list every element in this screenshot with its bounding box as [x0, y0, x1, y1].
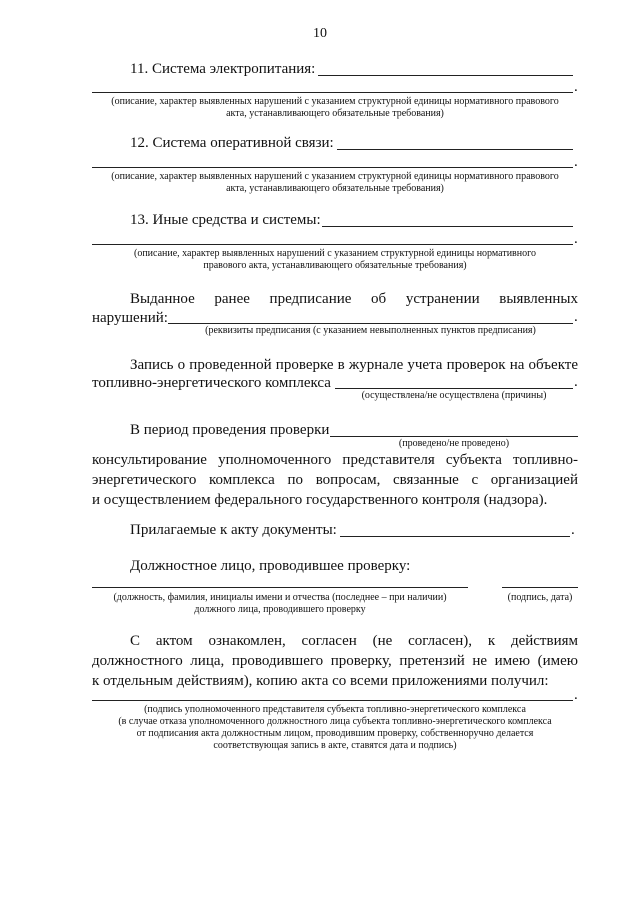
section-12-answer-line	[92, 167, 573, 168]
section-11-label: 11. Система электропитания:	[130, 61, 316, 77]
section-12-label: 12. Система оперативной связи:	[130, 135, 334, 151]
section-11-caption-2: акта, устанавливающего обязательные требования)	[226, 108, 444, 119]
acquainted-period: .	[574, 687, 578, 703]
section-12-inline-line	[337, 149, 573, 150]
journal-line-1: Запись о проведенной проверке в журнале учета проверок на объекте	[130, 357, 578, 373]
section-11-caption-1: (описание, характер выявленных нарушений с указанием структурной единицы нормативного правового	[111, 96, 559, 107]
official-caption-left-1: (должность, фамилия, инициалы имени и отчества (последнее – при наличии)	[113, 592, 447, 603]
section-13-label: 13. Иные средства и системы:	[130, 212, 321, 228]
journal-period: .	[574, 374, 578, 390]
official-signature-line	[502, 587, 578, 588]
official-label: Должностное лицо, проводившее проверку:	[130, 558, 411, 574]
acquainted-line-3: к отдельным действиям), копию акта со всеми приложениями получил:	[92, 673, 549, 689]
acquainted-line-2: должностного лица, проводившего проверку, претензий не имею (имею	[92, 653, 578, 669]
section-11-period: .	[574, 79, 578, 95]
section-13-caption-2: правового акта, устанавливающего обязательные требования)	[203, 260, 467, 271]
journal-line-2: топливно-энергетического комплекса	[92, 375, 331, 391]
section-13-caption-1: (описание, характер выявленных нарушений с указанием структурной единицы нормативного	[133, 248, 536, 259]
prior-order-period: .	[574, 309, 578, 325]
prior-order-line-2: нарушений:	[92, 310, 168, 326]
acquainted-caption-4: соответствующая запись в акте, ставятся дата и подпись)	[213, 740, 457, 751]
acquainted-line-1: С актом ознакомлен, согласен (не согласен), к действиям	[130, 633, 578, 649]
section-13-inline-line	[322, 226, 573, 227]
section-12-period: .	[574, 154, 578, 170]
acquainted-signature-line	[92, 700, 573, 701]
attached-line	[340, 536, 570, 537]
page-number: 10	[313, 26, 327, 41]
consultation-line-1: В период проведения проверки	[130, 422, 330, 438]
section-11-answer-line	[92, 92, 573, 93]
consultation-line-4: и осуществлением федерального государственного контроля (надзора).	[92, 492, 548, 508]
acquainted-caption-2: (в случае отказа уполномоченного должностного лица субъекта топливно-энергетического комплекса	[118, 716, 552, 727]
attached-period: .	[571, 522, 575, 538]
official-caption-left-2: должного лица, проводившего проверку	[194, 604, 366, 615]
consultation-line-3: энергетического комплекса по вопросам, связанные с организацией	[92, 472, 578, 488]
acquainted-caption-1: (подпись уполномоченного представителя субъекта топливно-энергетического комплекса	[144, 704, 526, 715]
consultation-caption: (проведено/не проведено)	[398, 438, 510, 449]
section-13-period: .	[574, 231, 578, 247]
journal-caption: (осуществлена/не осуществлена (причины)	[361, 390, 547, 401]
section-12-caption-2: акта, устанавливающего обязательные требования)	[226, 183, 444, 194]
official-caption-right: (подпись, дата)	[507, 592, 573, 603]
section-11-inline-line	[318, 75, 573, 76]
consultation-line-2: консультирование уполномоченного представителя субъекта топливно-	[92, 452, 578, 468]
section-13-answer-line	[92, 244, 573, 245]
acquainted-caption-3: от подписания акта должностным лицом, проводившим проверку, собственноручно делается	[136, 728, 534, 739]
section-12-caption-1: (описание, характер выявленных нарушений с указанием структурной единицы нормативного правового	[111, 171, 559, 182]
prior-order-caption: (реквизиты предписания (с указанием невыполненных пунктов предписания)	[205, 325, 536, 336]
official-name-line	[92, 587, 468, 588]
attached-label: Прилагаемые к акту документы:	[130, 522, 337, 538]
prior-order-line-1: Выданное ранее предписание об устранении выявленных	[130, 291, 578, 307]
